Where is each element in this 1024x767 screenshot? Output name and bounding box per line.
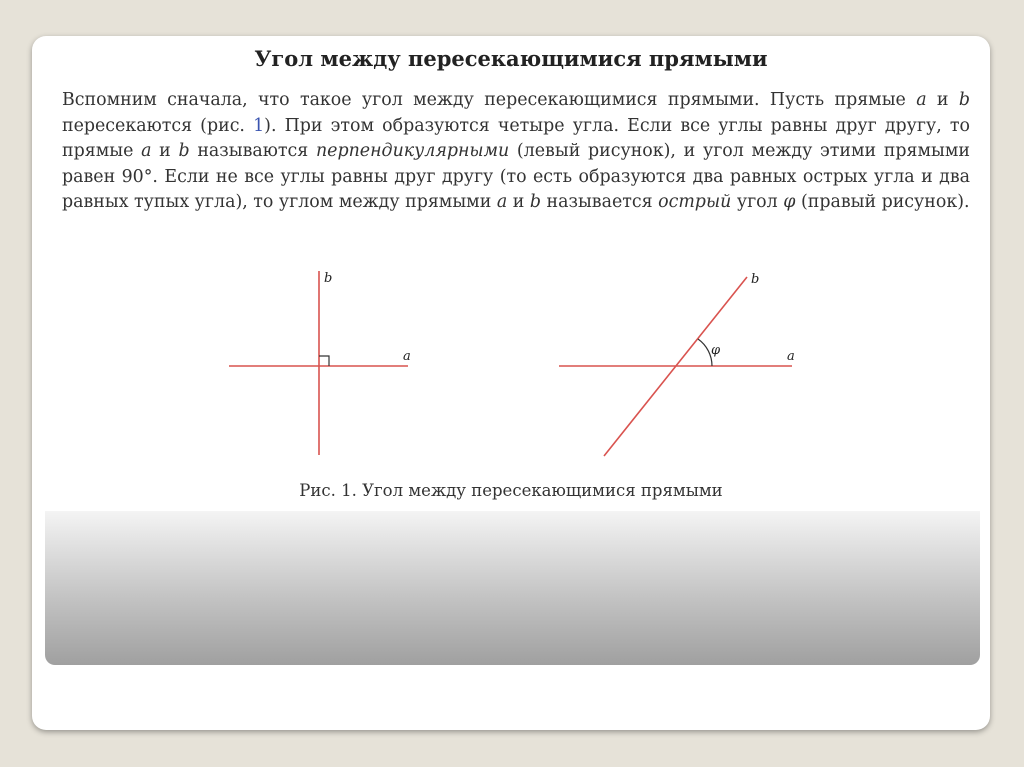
angle-arc-phi <box>698 339 712 366</box>
text-span: называется <box>540 192 659 212</box>
var-b: b <box>529 192 541 212</box>
text-span: пересекаются (рис. <box>62 115 254 136</box>
label-b-right: b <box>751 272 760 287</box>
var-a: a <box>916 90 927 110</box>
figure-left-perpendicular <box>229 271 411 455</box>
text-span: ). При этом образуются четыре угла. Если все углы равны друг другу, то прямые <box>62 115 970 161</box>
text-span: и <box>507 192 530 212</box>
figure-right-acute <box>559 272 795 456</box>
figure-diagrams <box>32 36 990 506</box>
label-b-left: b <box>324 271 333 286</box>
var-a: a <box>141 141 152 161</box>
var-b: b <box>958 90 970 110</box>
text-span: угол <box>731 192 784 212</box>
term-acute: острый <box>658 192 732 212</box>
label-a-left: a <box>403 349 411 364</box>
slide <box>32 36 990 730</box>
label-phi: φ <box>711 343 721 358</box>
var-phi: φ <box>783 192 796 212</box>
figure-caption: Рис. 1. Угол между пересекающимися прямыми <box>299 481 723 500</box>
var-b: b <box>178 141 190 161</box>
text-span: называются <box>189 141 316 161</box>
term-perpendicular: перпендикулярными <box>315 141 510 161</box>
gradient-band <box>45 511 980 665</box>
label-a-right: a <box>787 349 795 364</box>
text-span: (правый рисунок). <box>795 192 970 212</box>
text-span: (левый рисунок), и угол между этими прямыми равен 90°. Если не все углы равны друг другу (то есть образуются два равных острых угла и два равных тупых угла), то углом между прямыми <box>62 141 970 212</box>
text-span: и <box>151 141 179 161</box>
page-title: Угол между пересекающимися прямыми <box>254 46 768 71</box>
text-span: и <box>926 90 959 110</box>
text-span: Вспомним сначала, что такое угол между пересекающимися прямыми. Пусть прямые <box>62 90 917 110</box>
figure-reference-link[interactable]: 1 <box>253 115 265 136</box>
var-a: a <box>496 192 508 212</box>
right-angle-mark <box>319 356 329 366</box>
